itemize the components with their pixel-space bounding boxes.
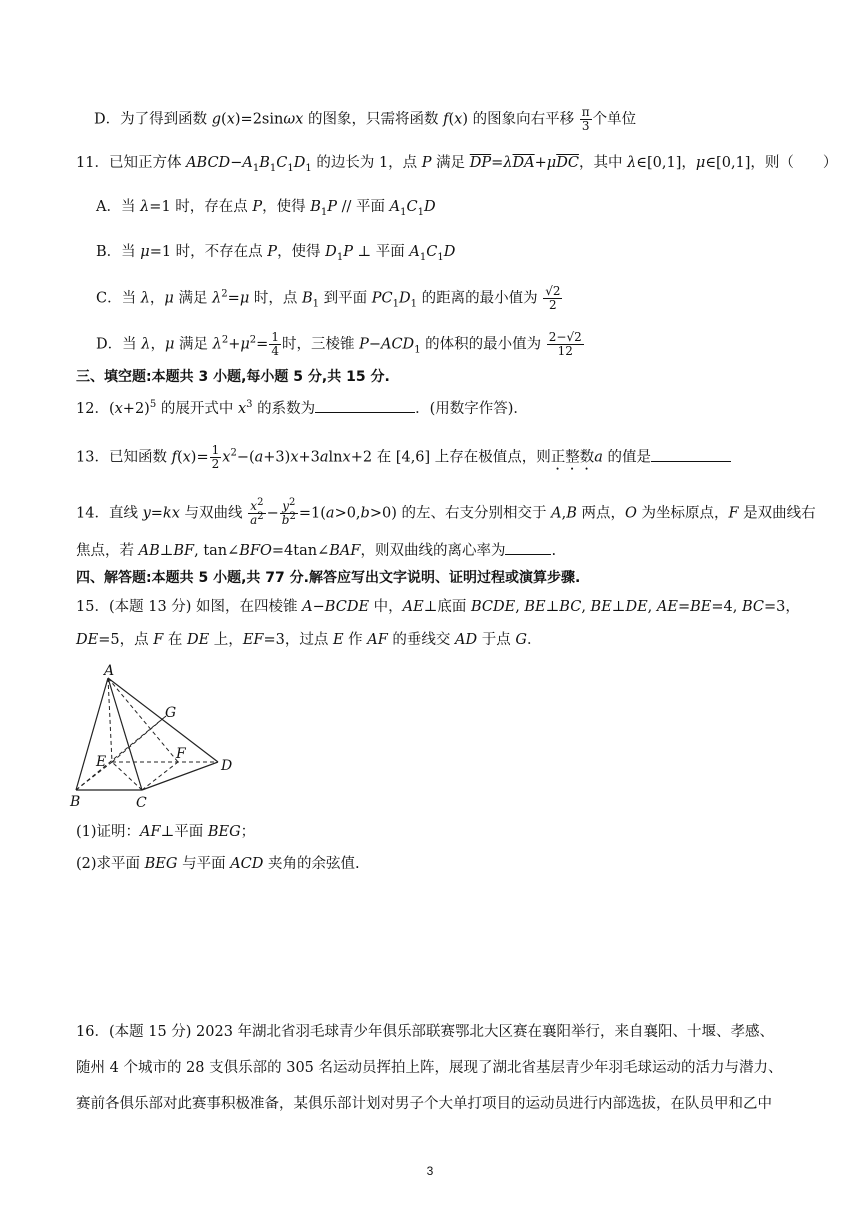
q11-stem: 11．已知正方体 $ABCD-A_1B_1C_1D_1$ 的边长为 1，点 P 满足 $\overline{DP}=\lambda\overline{DA}+\mu\overline{DC}$，其中 λ∈[0,1]，μ∈[0,1]，则（ ） <box>76 155 838 174</box>
q14-line1: 14．直线 y=kx 与双曲线 $\frac{x^2}{a^2}$ − $\frac{y^2}{b^2}$ =1(a>0,b>0) 的左、右支分别相交于 A,B 两点，O 为坐标原点，F 是双曲线右 <box>76 497 816 527</box>
vertex-label-g: G <box>165 705 177 721</box>
q13: 13．已知函数 f(x)= $\frac{1}{2}$ $x^2-(a+3)x+3alnx+2$ 在 [4,6] 上存在极值点，则正整数a 的值是 <box>76 444 731 474</box>
page-number: 3 <box>426 1164 434 1178</box>
q11-option-a: A．当 λ=1 时，存在点 P，使得 $B_1P$ // 平面 $A_1C_1D$ <box>96 199 436 218</box>
vertex-label-d: D <box>221 758 233 774</box>
q10-option-d: D．为了得到函数 g(x)=2sinωx 的图象，只需将函数 f(x) 的图象向右平移 $\frac{\pi}{3}$ 个单位 <box>94 105 637 133</box>
vertex-label-a: A <box>104 664 115 679</box>
q14-line2: 焦点，若 AB⊥BF, tan∠BFO=4tan∠BAF，则双曲线的离心率为 . <box>76 540 556 561</box>
q16-line3: 赛前各俱乐部对此赛事积极准备，某俱乐部计划对男子个大单打项目的运动员进行内部选拔，在队员甲和乙中 <box>76 1096 772 1112</box>
q11-option-d: D．当 λ，μ 满足 $\lambda^2+\mu^2=$ $\frac{1}{4}$ 时，三棱锥 $P-ACD_1$ 的体积的最小值为 $\frac{2-√2}{12}$ <box>96 330 582 358</box>
section-4-heading: 四、解答题:本题共 5 小题,共 77 分.解答应写出文字说明、证明过程或演算步骤. <box>76 570 581 586</box>
q15-line2: DE=5，点 F 在 DE 上，EF=3，过点 E 作 AF 的垂线交 AD 于点 G． <box>76 632 542 648</box>
vertex-label-f: F <box>176 746 186 762</box>
q15-line1: 15．(本题 13 分) 如图，在四棱锥 A−BCDE 中，AE⊥底面 BCDE, BE⊥BC, BE⊥DE, AE=BE=4, BC=3， <box>76 599 800 615</box>
vertex-label-e: E <box>96 754 107 770</box>
vertex-label-c: C <box>136 795 147 811</box>
q16-line2: 随州 4 个城市的 28 支俱乐部的 305 名运动员挥拍上阵，展现了湖北省基层青少年羽毛球运动的活力与潜力、 <box>76 1060 783 1076</box>
q11-option-c: C．当 λ，μ 满足 $\lambda^2=\mu$ 时，点 $B_1$ 到平面 $PC_1D_1$ 的距离的最小值为 $\frac{√2}{2}$ <box>96 284 561 312</box>
pyramid-figure <box>66 664 246 814</box>
q16-line1: 16．(本题 15 分) 2023 年湖北省羽毛球青少年俱乐部联赛鄂北大区赛在襄阳举行，来自襄阳、十堰、孝感、 <box>76 1024 775 1040</box>
q12: 12．$(x+2)^5$ 的展开式中 $x^3$ 的系数为 ．(用数字作答)． <box>76 399 528 417</box>
q15-sub1: (1)证明：AF⊥平面 BEG； <box>76 824 256 840</box>
q11-option-b: B．当 μ=1 时，不存在点 P，使得 $D_1P$ ⊥ 平面 $A_1C_1D$ <box>96 244 456 263</box>
vertex-label-b: B <box>70 794 81 810</box>
section-3-heading: 三、填空题:本题共 3 小题,每小题 5 分,共 15 分. <box>76 369 390 385</box>
q15-sub2: (2)求平面 BEG 与平面 ACD 夹角的余弦值. <box>76 856 360 872</box>
